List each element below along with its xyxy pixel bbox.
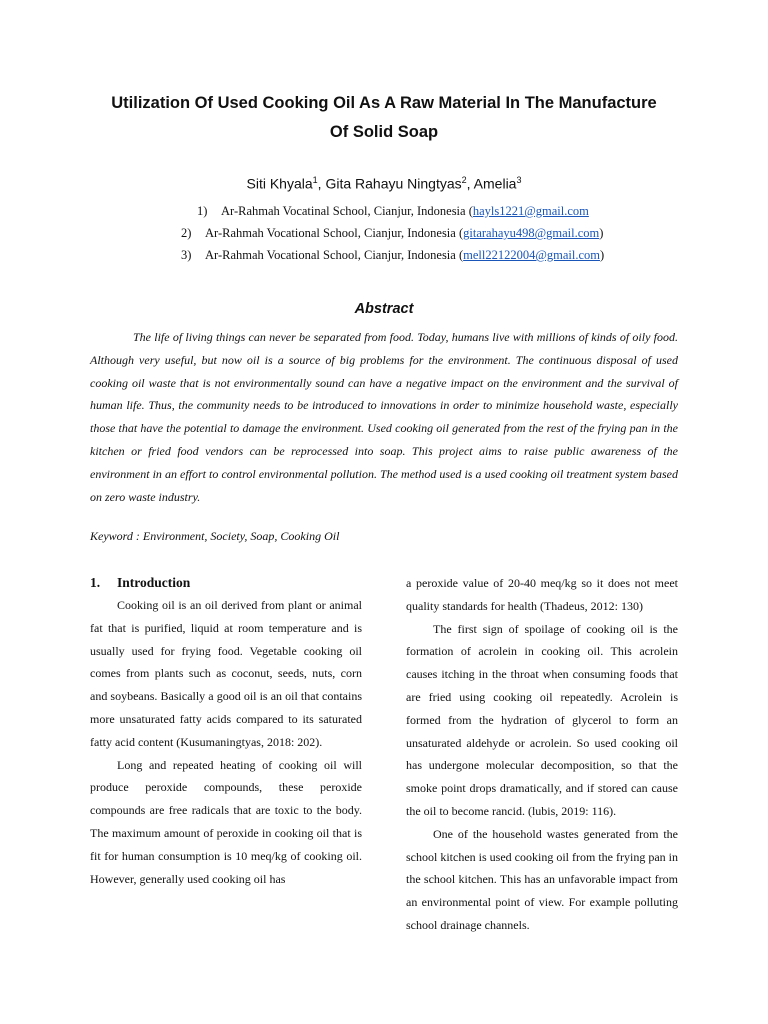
- affiliation-email-link[interactable]: hayls1221@gmail.com: [472, 204, 589, 218]
- affiliation-1: [197, 204, 589, 219]
- author-name: Amelia: [473, 175, 517, 192]
- author-list: Siti Khyala$^1$, Gita Rahayu Ningtyas$^2$, Amelia$^3$: [246, 175, 522, 192]
- author-affiliation-mark: 1: [312, 175, 318, 185]
- paragraph: The first sign of spoilage of cooking oil is the formation of acrolein in cooking oil. This acrolein causes itching in the throat when consuming foods that are fried using cooking oil repeatedly. Acrolein is formed from the hydration of glycerol to form an unsaturated aldehyde or acrolein. So used cooking oil has undergone molecular decomposition, so that the smoke point drops dramatically, and if stored can cause the oil to become rancid. (lubis, 2019: 116).: [406, 621, 678, 818]
- affiliation-email-link[interactable]: gitarahayu498@gmail.com: [463, 226, 600, 240]
- affiliation-close: ): [599, 248, 605, 262]
- affiliation-text: Ar-Rahmah Vocatinal School, Cianjur, Indonesia (: [221, 204, 473, 218]
- affiliation-3: [181, 248, 604, 263]
- author-name: Gita Rahayu Ningtyas: [325, 175, 462, 192]
- section-number: 1.: [90, 574, 101, 590]
- right-column: [406, 572, 678, 937]
- affiliation-number: 1): [197, 204, 208, 218]
- title-line-2: Of Solid Soap: [329, 123, 439, 141]
- author-name: Siti Khyala: [246, 175, 313, 192]
- affiliation-number: 2): [181, 226, 192, 240]
- affiliation-text: Ar-Rahmah Vocational School, Cianjur, Indonesia (: [205, 226, 464, 240]
- left-column: [90, 572, 362, 890]
- paper-title: [60, 89, 708, 147]
- paragraph: a peroxide value of 20-40 meq/kg so it does not meet quality standards for health (Thadeus, 2012: 130): [406, 576, 678, 613]
- affiliation-2: [181, 226, 603, 241]
- title-line-1: Utilization Of Used Cooking Oil As A Raw Material In The Manufacture: [111, 94, 657, 112]
- section-title: Introduction: [117, 574, 191, 590]
- paragraph: Long and repeated heating of cooking oil will produce peroxide compounds, these peroxide compounds are free radicals that are toxic to the body. The maximum amount of peroxide in cooking oil that is fit for human consumption is 10 meq/kg of cooking oil. However, generally used cooking oil has: [90, 757, 362, 886]
- affiliation-email-link[interactable]: mell22122004@gmail.com: [463, 248, 600, 262]
- author-affiliation-mark: 3: [516, 175, 522, 185]
- affiliation-close: ): [599, 226, 604, 240]
- abstract-body: The life of living things can never be separated from food. Today, humans live with millions of kinds of oily food. Although very useful, but now oil is a source of big problems for the environment. The continuous disposal of used cooking oil waste that is not environmentally sound can have a negative impact on the environment and the survival of human life. Thus, the community needs to be introduced to innovations in order to minimize household waste, especially those that have the potential to damage the environment. Used cooking oil generated from the rest of the frying pan in the kitchen or fried food vendors can be reprocessed into soap. This project aims to raise public awareness of the environment in an effort to control environmental pollution. The method used is a used cooking oil treatment system based on zero waste industry.: [90, 330, 678, 504]
- section-heading-introduction: [90, 572, 362, 594]
- affiliation-number: 3): [181, 248, 192, 262]
- keywords: Keyword : Environment, Society, Soap, Cooking Oil: [90, 529, 340, 543]
- author-affiliation-mark: 2: [461, 175, 467, 185]
- paragraph: Cooking oil is an oil derived from plant or animal fat that is purified, liquid at room temperature and is usually used for frying food. Vegetable cooking oil comes from plants such as coconut, seeds, nuts, corn and soybeans. Basically a good oil is an oil that contains more unsaturated fatty acids compared to its saturated fatty acid content (Kusumaningtyas, 2018: 202).: [90, 598, 362, 749]
- affiliation-text: Ar-Rahmah Vocational School, Cianjur, Indonesia (: [205, 248, 464, 262]
- abstract-heading: Abstract: [354, 301, 414, 317]
- paragraph: One of the household wastes generated from the school kitchen is used cooking oil from the frying pan in the school kitchen. This has an unfavorable impact from an environmental point of view. For example polluting school drainage channels.: [406, 826, 678, 932]
